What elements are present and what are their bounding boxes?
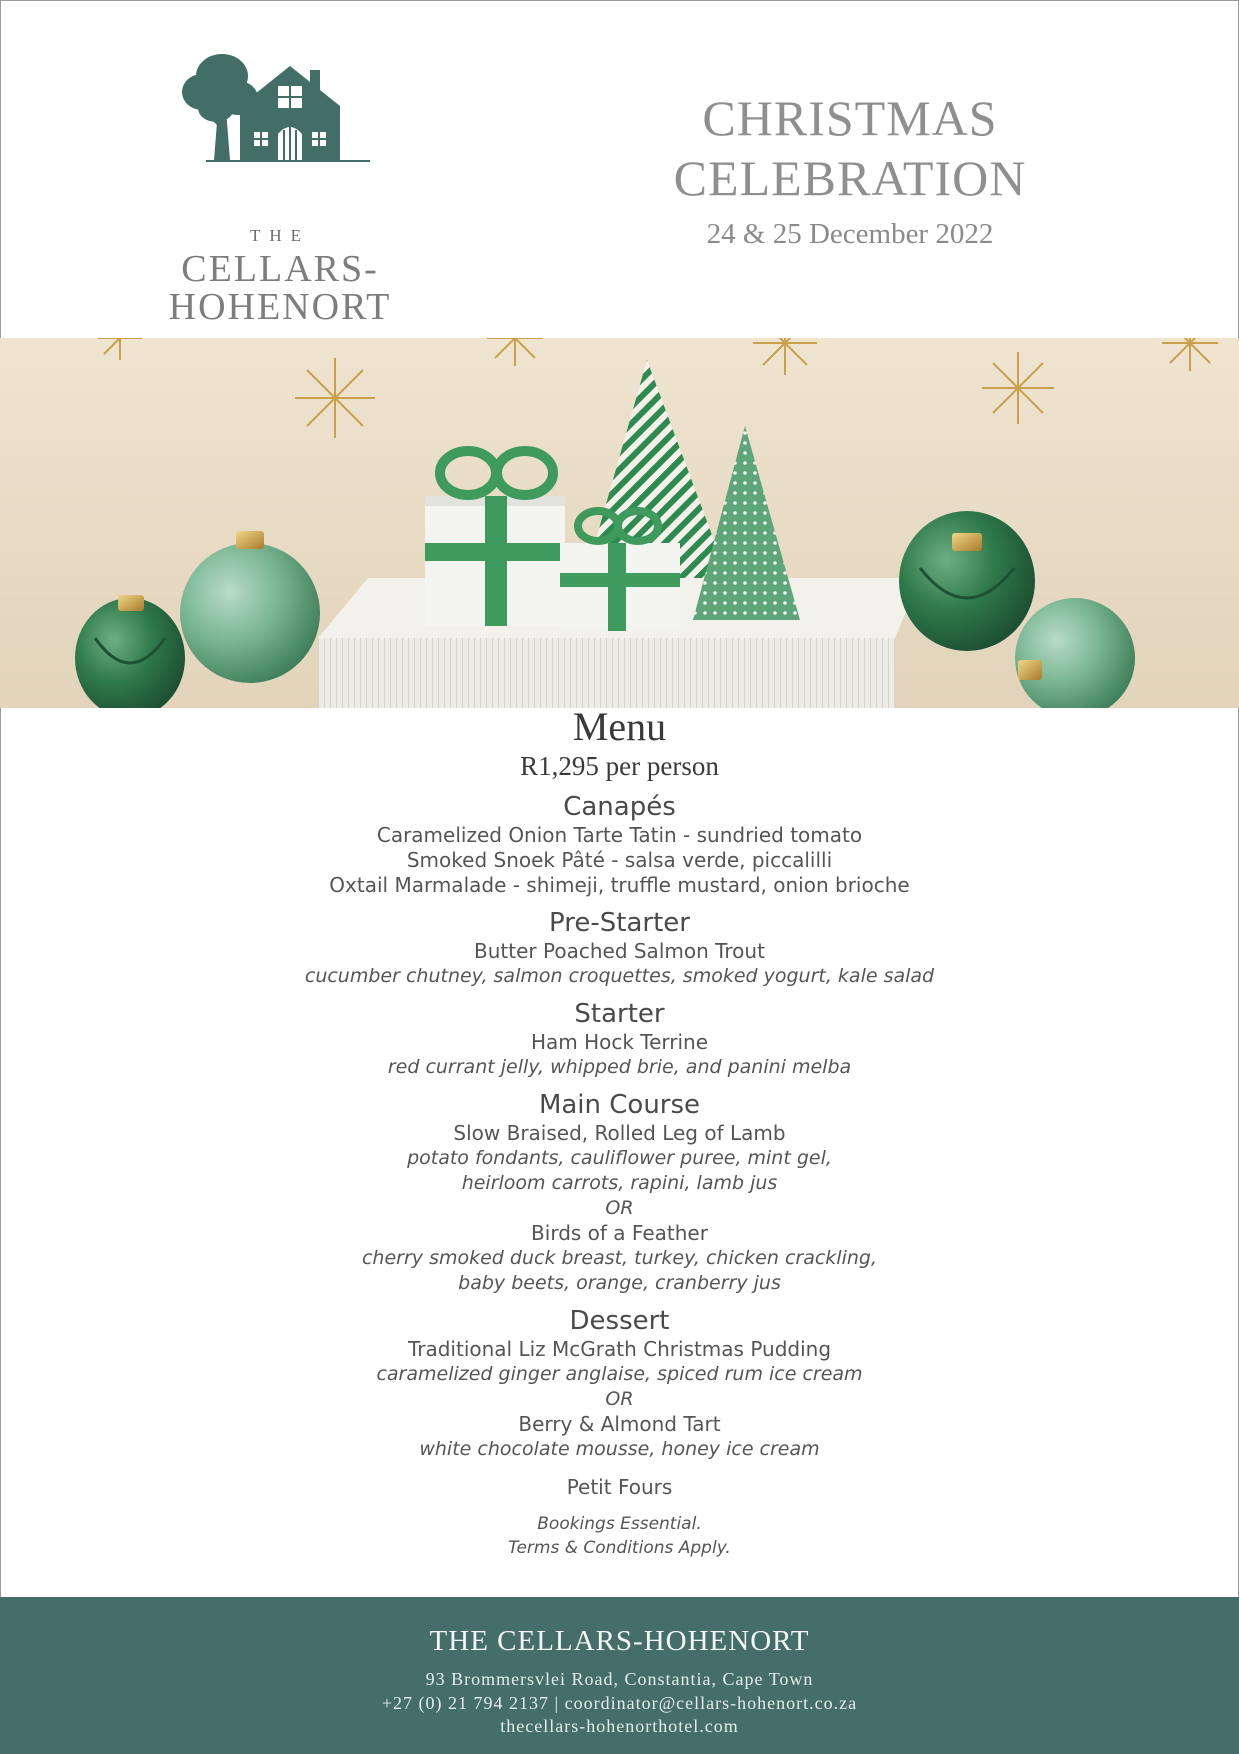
main-desc-1: heirloom carrots, rapini, lamb jus — [461, 1172, 778, 1194]
menu-section — [0, 704, 1239, 1560]
event-title — [620, 88, 1080, 208]
dessert-dish-2: Berry & Almond Tart — [518, 1412, 721, 1436]
canape-item: Smoked Snoek Pâté - salsa verde, piccalilli — [406, 848, 833, 872]
terms-note: Terms & Conditions Apply. — [508, 1538, 731, 1558]
pre-starter-dish: Butter Poached Salmon Trout — [474, 939, 765, 963]
dessert-or: OR — [605, 1388, 634, 1410]
christmas-banner — [0, 338, 1239, 708]
section-title-pre-starter: Pre-Starter — [549, 908, 690, 938]
christmas-decor-illustration — [0, 338, 1239, 708]
section-title-dessert: Dessert — [569, 1306, 670, 1336]
dessert-dish-1: Traditional Liz McGrath Christmas Pudding — [407, 1337, 832, 1361]
footer — [0, 1597, 1239, 1754]
section-title-starter: Starter — [574, 999, 665, 1029]
booking-note: Bookings Essential. — [537, 1514, 702, 1534]
ornament-dark-right — [899, 511, 1035, 651]
main-dish-2: Birds of a Feather — [531, 1221, 708, 1245]
event-dates: 24 & 25 December 2022 — [706, 218, 994, 250]
logo-name-line1: CELLARS- — [181, 248, 379, 290]
house-tree-icon — [180, 48, 380, 168]
menu-heading: Menu — [572, 704, 667, 749]
footer-hotel-name: THE CELLARS-HOHENORT — [429, 1625, 810, 1657]
logo-name — [120, 250, 440, 326]
starter-dish: Ham Hock Terrine — [530, 1030, 709, 1054]
section-title-main-course: Main Course — [538, 1090, 701, 1120]
event-title-line1: CHRISTMAS — [702, 90, 998, 146]
main-desc-2: cherry smoked duck breast, turkey, chicken crackling, — [361, 1247, 877, 1269]
main-or: OR — [605, 1197, 634, 1219]
starter-desc: red currant jelly, whipped brie, and panini melba — [387, 1056, 852, 1078]
petit-fours: Petit Fours — [566, 1475, 673, 1499]
canape-item: Caramelized Onion Tarte Tatin - sundried tomato — [376, 823, 863, 847]
main-desc-1: potato fondants, cauliflower puree, mint gel, — [407, 1147, 832, 1169]
menu-price: R1,295 per person — [520, 751, 719, 781]
event-title-line2: CELEBRATION — [673, 150, 1027, 206]
main-desc-2: baby beets, orange, cranberry jus — [458, 1272, 781, 1294]
footer-address: 93 Brommersvlei Road, Constantia, Cape Town — [425, 1669, 814, 1689]
main-dish-1: Slow Braised, Rolled Leg of Lamb — [453, 1121, 786, 1145]
section-title-canapes: Canapés — [563, 792, 676, 822]
pre-starter-desc: cucumber chutney, salmon croquettes, smoked yogurt, kale salad — [304, 965, 935, 987]
dessert-desc-1: caramelized ginger anglaise, spiced rum ice cream — [376, 1363, 863, 1385]
footer-contact: +27 (0) 21 794 2137 | coordinator@cellars-hohenort.co.za — [381, 1693, 858, 1713]
logo-the: THE — [249, 226, 311, 245]
logo-name-line2: HOHENORT — [168, 286, 392, 328]
canape-item: Oxtail Marmalade - shimeji, truffle mustard, onion brioche — [329, 873, 910, 897]
footer-website: thecellars-hohenorthotel.com — [500, 1716, 739, 1736]
dessert-desc-2: white chocolate mousse, honey ice cream — [419, 1438, 820, 1460]
hotel-logo — [120, 48, 440, 328]
